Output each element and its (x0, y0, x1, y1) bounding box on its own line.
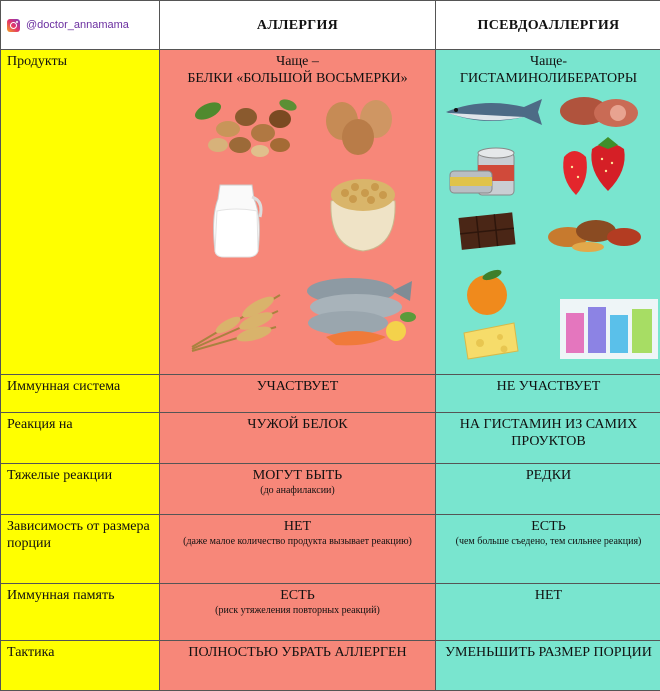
allergy-products-cell (160, 50, 436, 375)
mandarin-image (462, 267, 512, 317)
table-row (1, 413, 660, 464)
sausage-image (558, 91, 640, 131)
caption-line: Чаще – (160, 53, 435, 70)
value-text: УМЕНЬШИТЬ РАЗМЕР ПОРЦИИ (445, 645, 652, 660)
products-row (1, 50, 660, 375)
table-row (1, 515, 660, 584)
allergy-value (160, 584, 436, 641)
row-label: Продукты (1, 50, 160, 375)
row-label: Иммунная система (1, 375, 160, 413)
table-row (1, 584, 660, 641)
allergy-value (160, 375, 436, 413)
strawberry-image (558, 135, 630, 199)
row-label: Зависимость от размера порции (1, 515, 160, 584)
brand-cell (1, 1, 160, 50)
allergy-value (160, 641, 436, 691)
fish-seafood-image (296, 267, 420, 353)
table-row (1, 464, 660, 515)
row-label: Тяжелые реакции (1, 464, 160, 515)
colored-drinks-image (560, 299, 658, 359)
pseudo-products-caption (436, 50, 660, 87)
caption-line: Чаще- (436, 53, 660, 70)
allergy-value (160, 413, 436, 464)
chocolate-image (458, 211, 522, 255)
nuts-image (188, 93, 300, 161)
pseudo-value (436, 584, 660, 641)
spices-image (544, 207, 644, 253)
pseudo-value (436, 464, 660, 515)
soybeans-image (325, 171, 401, 253)
pseudo-products-cell (436, 50, 660, 375)
row-label: Реакция на (1, 413, 160, 464)
header-pseudo: ПСЕВДОАЛЛЕРГИЯ (436, 1, 660, 50)
table-row (1, 375, 660, 413)
value-text: МОГУТ БЫТЬ (253, 468, 342, 483)
header-row (1, 1, 660, 50)
value-text: НЕ УЧАСТВУЕТ (497, 379, 601, 394)
value-text: НА ГИСТАМИН ИЗ САМИХ ПРОУКТОВ (460, 417, 637, 449)
caption-line: ГИСТАМИНОЛИБЕРАТОРЫ (436, 70, 660, 87)
allergy-products-caption (160, 50, 435, 87)
pseudo-value (436, 413, 660, 464)
instagram-icon (7, 19, 20, 32)
brand[interactable] (1, 17, 159, 34)
pseudo-value (436, 641, 660, 691)
value-text: ЕСТЬ (280, 588, 314, 603)
value-text: ПОЛНОСТЬЮ УБРАТЬ АЛЛЕРГЕН (188, 645, 406, 660)
pseudo-value (436, 515, 660, 584)
milk-image (208, 177, 264, 259)
brand-handle: @doctor_annamama (26, 17, 129, 34)
value-text: НЕТ (535, 588, 562, 603)
pseudo-food-images (436, 87, 660, 357)
table-row (1, 641, 660, 691)
row-label: Иммунная память (1, 584, 160, 641)
mackerel-image (442, 95, 546, 129)
allergy-value (160, 464, 436, 515)
canned-food-image (446, 145, 532, 201)
row-label: Тактика (1, 641, 160, 691)
value-note: (риск утяжеления повторных реакций) (166, 604, 429, 617)
value-note: (чем больше съедено, тем сильнее реакция) (442, 535, 655, 548)
wheat-image (188, 277, 284, 353)
header-allergy: АЛЛЕРГИЯ (160, 1, 436, 50)
eggs-image (320, 97, 400, 157)
allergy-food-images (160, 87, 435, 357)
pseudo-value (436, 375, 660, 413)
value-note: (даже малое количество продукта вызывает реакцию) (166, 535, 429, 548)
caption-line: БЕЛКИ «БОЛЬШОЙ ВОСЬМЕРКИ» (160, 70, 435, 87)
cheese-image (460, 319, 522, 361)
value-text: ЕСТЬ (531, 519, 565, 534)
value-text: ЧУЖОЙ БЕЛОК (247, 417, 347, 432)
value-text: УЧАСТВУЕТ (257, 379, 339, 394)
value-note: (до анафилаксии) (166, 484, 429, 497)
allergy-value (160, 515, 436, 584)
value-text: РЕДКИ (526, 468, 571, 483)
value-text: НЕТ (284, 519, 311, 534)
